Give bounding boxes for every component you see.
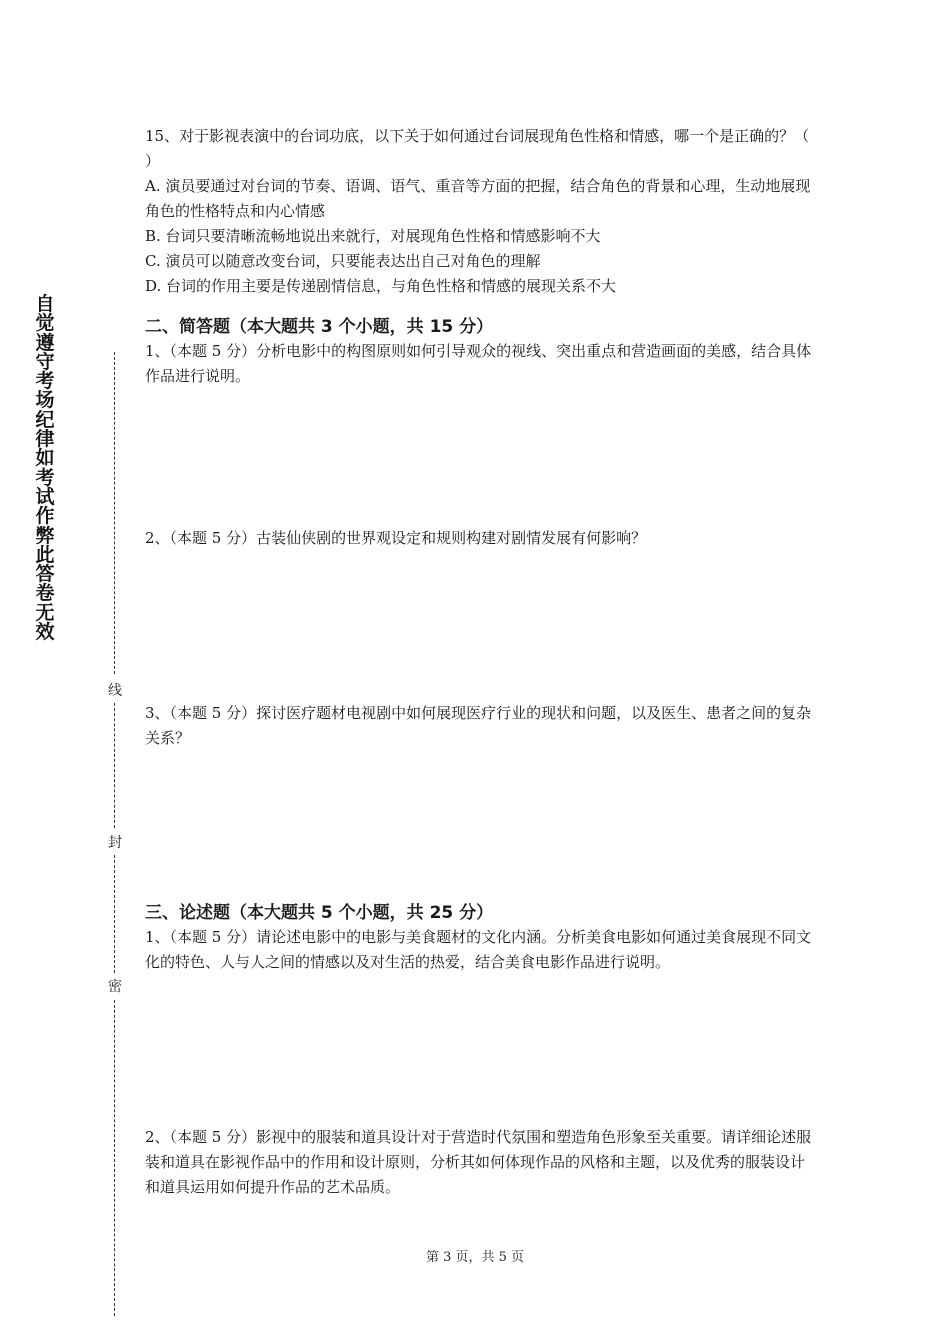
seal-dashed-line [114,1000,115,1316]
question-15-option-b: B. 台词只要清晰流畅地说出来就行，对展现角色性格和情感影响不大 [145,227,601,245]
section-2-title: 二、简答题（本大题共 3 个小题，共 15 分） [145,317,494,337]
seal-dashed-line [114,352,115,674]
question-15-stem: 15、对于影视表演中的台词功底，以下关于如何通过台词展现角色性格和情感，哪一个是正确的？（ ） [145,127,810,170]
exam-discipline-warning: 自觉遵守考场纪律如考试作弊此答卷无效 [35,293,55,644]
answer-space [145,389,813,526]
section-3-title: 三、论述题（本大题共 5 个小题，共 25 分） [145,903,494,923]
page-footer: 第 3 页，共 5 页 [425,1250,525,1265]
answer-space [145,551,813,701]
answer-space [145,751,813,901]
seal-dashed-line [114,703,115,828]
seal-dashed-line [114,855,115,973]
exam-content [145,124,813,1200]
seal-char-mi: 密 [108,979,122,995]
essay-question-2: 2、（本题 5 分）影视中的服装和道具设计对于营造时代氛围和塑造角色形象至关重要。请详细论述服装和道具在影视作品中的作用和设计原则，分析其如何体现作品的风格和主题，以及优秀的服装设计和道具运用如何提升作品的艺术品质。 [145,1128,812,1196]
answer-space [145,975,813,1125]
question-15-option-a: A. 演员要通过对台词的节奏、语调、语气、重音等方面的把握，结合角色的背景和心理，生动地展现角色的性格特点和内心情感 [145,177,811,220]
short-answer-question-3: 3、（本题 5 分）探讨医疗题材电视剧中如何展现医疗行业的现状和问题，以及医生、患者之间的复杂关系？ [145,704,812,747]
question-15-option-c: C. 演员可以随意改变台词，只要能表达出自己对角色的理解 [145,252,541,270]
short-answer-question-1: 1、（本题 5 分）分析电影中的构图原则如何引导观众的视线、突出重点和营造画面的美感，结合具体作品进行说明。 [145,342,812,385]
seal-char-feng: 封 [108,835,122,851]
short-answer-question-2: 2、（本题 5 分）古装仙侠剧的世界观设定和规则构建对剧情发展有何影响？ [145,529,647,547]
question-15-option-d: D. 台词的作用主要是传递剧情信息，与角色性格和情感的展现关系不大 [145,277,617,295]
essay-question-1: 1、（本题 5 分）请论述电影中的电影与美食题材的文化内涵。分析美食电影如何通过美食展现不同文化的特色、人与人之间的情感以及对生活的热爱，结合美食电影作品进行说明。 [145,928,812,971]
seal-char-xian: 线 [108,683,122,699]
